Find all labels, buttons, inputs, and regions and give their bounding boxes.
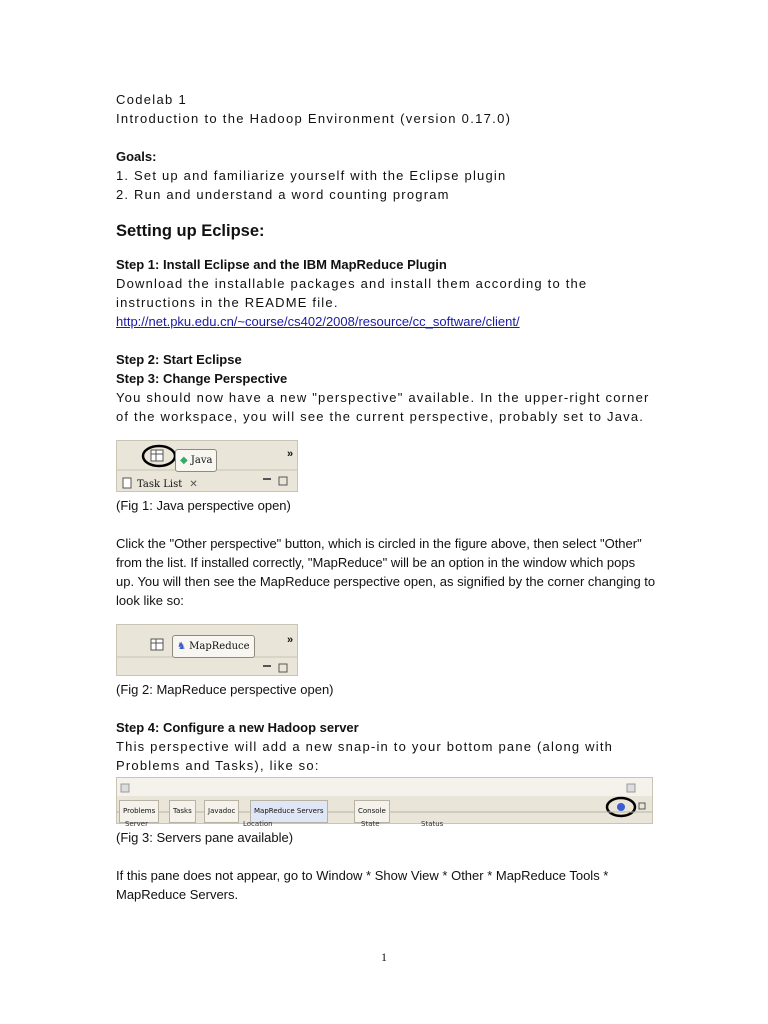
- task-list-tab[interactable]: Task List ✕: [137, 479, 198, 490]
- other-perspective-paragraph: Click the "Other perspective" button, which is circled in the figure above, then select "Other" from the list. If installed correctly, "MapReduce" will be an option in the window which pops up. You will then see the MapReduce perspective open, as signified by the corner changing to look like so:: [116, 536, 656, 608]
- step3-text: You should now have a new "perspective" available. In the upper-right corner of the workspace, you will see the current perspective, probably set to Java.: [116, 390, 650, 424]
- chevron-more-icon[interactable]: »: [287, 448, 294, 460]
- task-list-icon: [123, 478, 131, 488]
- column-header-state[interactable]: State: [361, 820, 380, 828]
- tab-problems[interactable]: Problems: [119, 800, 159, 823]
- client-download-link[interactable]: http://net.pku.edu.cn/~course/cs402/2008/resource/cc_software/client/: [116, 314, 520, 329]
- step1-text: Download the installable packages and install them according to the instructions in the README file.: [116, 276, 588, 310]
- open-perspective-icon: [151, 639, 163, 650]
- step4-text: This perspective will add a new snap-in to your bottom pane (along with Problems and Tasks), like so:: [116, 739, 614, 773]
- close-icon[interactable]: ✕: [189, 479, 198, 490]
- java-perspective-label: Java: [190, 455, 213, 466]
- pane-missing-paragraph: If this pane does not appear, go to Window * Show View * Other * MapReduce Tools * MapReduce Servers.: [116, 868, 609, 902]
- java-icon: ◆: [180, 455, 188, 466]
- step1-heading: Step 1: Install Eclipse and the IBM MapReduce Plugin: [116, 257, 447, 272]
- figure-mapreduce-perspective: [116, 624, 298, 676]
- java-perspective-button[interactable]: [175, 449, 217, 472]
- doc-subtitle: Introduction to the Hadoop Environment (version 0.17.0): [116, 111, 512, 126]
- step2-heading: Step 2: Start Eclipse: [116, 352, 242, 367]
- step3-heading: Step 3: Change Perspective: [116, 371, 288, 386]
- doc-title: Codelab 1: [116, 92, 187, 107]
- tab-mapreduce-servers[interactable]: MapReduce Servers: [250, 800, 328, 823]
- goal-item: 2. Run and understand a word counting program: [116, 187, 450, 202]
- document-body: [116, 90, 656, 904]
- tab-javadoc[interactable]: Javadoc: [204, 800, 239, 823]
- figure-java-perspective: [116, 440, 298, 492]
- fig3-caption: (Fig 3: Servers pane available): [116, 830, 294, 845]
- goal-item: 1. Set up and familiarize yourself with the Eclipse plugin: [116, 168, 507, 183]
- column-header-status[interactable]: Status: [421, 820, 444, 828]
- mapreduce-perspective-button[interactable]: [172, 635, 255, 658]
- page-number: 1: [381, 950, 387, 964]
- column-header-location[interactable]: Location: [243, 820, 273, 828]
- open-perspective-icon: [151, 450, 163, 461]
- elephant-icon: ♞: [177, 641, 186, 652]
- fig1-caption: (Fig 1: Java perspective open): [116, 498, 291, 513]
- elephant-icon: [617, 803, 625, 811]
- mapreduce-perspective-label: MapReduce: [189, 641, 250, 652]
- figure-servers-pane: [116, 777, 653, 828]
- chevron-more-icon[interactable]: »: [287, 634, 294, 646]
- goals-heading: Goals:: [116, 149, 157, 164]
- step4-heading: Step 4: Configure a new Hadoop server: [116, 720, 359, 735]
- fig2-caption: (Fig 2: MapReduce perspective open): [116, 682, 334, 697]
- column-header-server[interactable]: Server: [125, 820, 148, 828]
- section-heading: Setting up Eclipse:: [116, 222, 265, 240]
- tab-tasks[interactable]: Tasks: [169, 800, 196, 823]
- tab-console[interactable]: Console: [354, 800, 390, 823]
